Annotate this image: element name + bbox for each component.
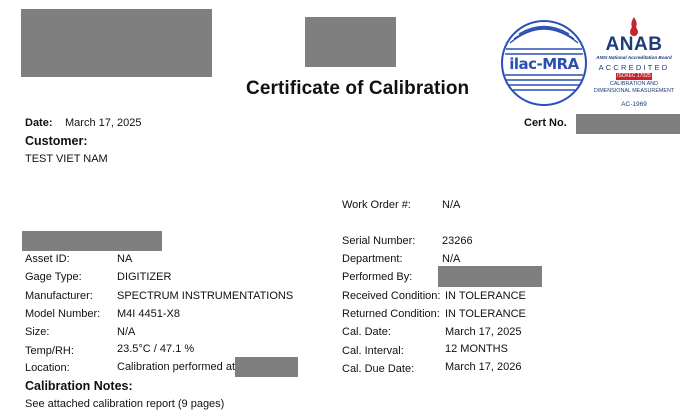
serial-number-label: Serial Number:	[342, 235, 416, 247]
location-value: Calibration performed at	[117, 361, 236, 373]
redacted-company-logo	[21, 9, 212, 77]
anab-code: AC-1969	[621, 101, 647, 108]
page-title: Certificate of Calibration	[246, 78, 470, 99]
model-number-label: Model Number:	[25, 308, 101, 320]
location-label: Location:	[25, 362, 70, 374]
date-value: March 17, 2025	[65, 117, 142, 129]
gage-type-value: DIGITIZER	[117, 271, 172, 283]
cal-date-label: Cal. Date:	[342, 326, 391, 338]
customer-heading: Customer:	[25, 134, 88, 148]
temp-rh-label: Temp/RH:	[25, 345, 74, 357]
received-condition-label: Received Condition:	[342, 290, 441, 302]
customer-name: TEST VIET NAM	[25, 153, 108, 165]
cal-date-value: March 17, 2025	[445, 326, 522, 338]
redacted-asset-owner	[22, 231, 162, 251]
department-value: N/A	[442, 253, 461, 265]
redacted-cert-number	[576, 114, 680, 134]
performed-by-label: Performed By:	[342, 271, 413, 283]
cal-due-date-value: March 17, 2026	[445, 361, 522, 373]
cert-number-label: Cert No.	[524, 117, 567, 129]
ilac-mra-logo	[500, 19, 588, 107]
redacted-header-block	[305, 17, 396, 67]
anab-board-name: ANSI National Accreditation Board	[596, 55, 672, 60]
asset-id-value: NA	[117, 253, 133, 265]
calibration-notes-text: See attached calibration report (9 pages)	[25, 398, 225, 410]
returned-condition-value: IN TOLERANCE	[445, 308, 526, 320]
anab-cal-line: CALIBRATION AND	[609, 81, 659, 87]
asset-id-label: Asset ID:	[25, 253, 70, 265]
manufacturer-label: Manufacturer:	[25, 290, 93, 302]
anab-accredited-label: ACCREDITED	[598, 63, 670, 72]
department-label: Department:	[342, 253, 403, 265]
temp-rh-value: 23.5°C / 47.1 %	[117, 343, 195, 355]
returned-condition-label: Returned Condition:	[342, 308, 440, 320]
anab-logo-text: ANAB	[605, 34, 663, 55]
size-label: Size:	[25, 326, 50, 338]
received-condition-value: IN TOLERANCE	[445, 290, 526, 302]
anab-accreditation-logo	[586, 15, 682, 111]
cal-interval-label: Cal. Interval:	[342, 345, 404, 357]
model-number-value: M4I 4451-X8	[117, 308, 180, 320]
anab-dim-line: DIMENSIONAL MEASUREMENT	[593, 88, 675, 94]
anab-iso-label: ISO/IEC 17025	[617, 73, 651, 79]
cal-interval-value: 12 MONTHS	[445, 343, 508, 355]
ilac-logo-text: ilac-MRA	[509, 55, 579, 73]
manufacturer-value: SPECTRUM INSTRUMENTATIONS	[117, 290, 294, 302]
redacted-location	[235, 357, 298, 377]
cal-due-date-label: Cal. Due Date:	[342, 363, 415, 375]
redacted-performed-by	[438, 266, 542, 287]
date-label: Date:	[25, 117, 53, 129]
serial-number-value: 23266	[442, 235, 473, 247]
work-order-label: Work Order #:	[342, 199, 411, 211]
gage-type-label: Gage Type:	[25, 271, 82, 283]
size-value: N/A	[117, 326, 136, 338]
anab-iso-badge	[616, 73, 652, 80]
work-order-value: N/A	[442, 199, 461, 211]
calibration-notes-heading: Calibration Notes:	[25, 379, 133, 393]
